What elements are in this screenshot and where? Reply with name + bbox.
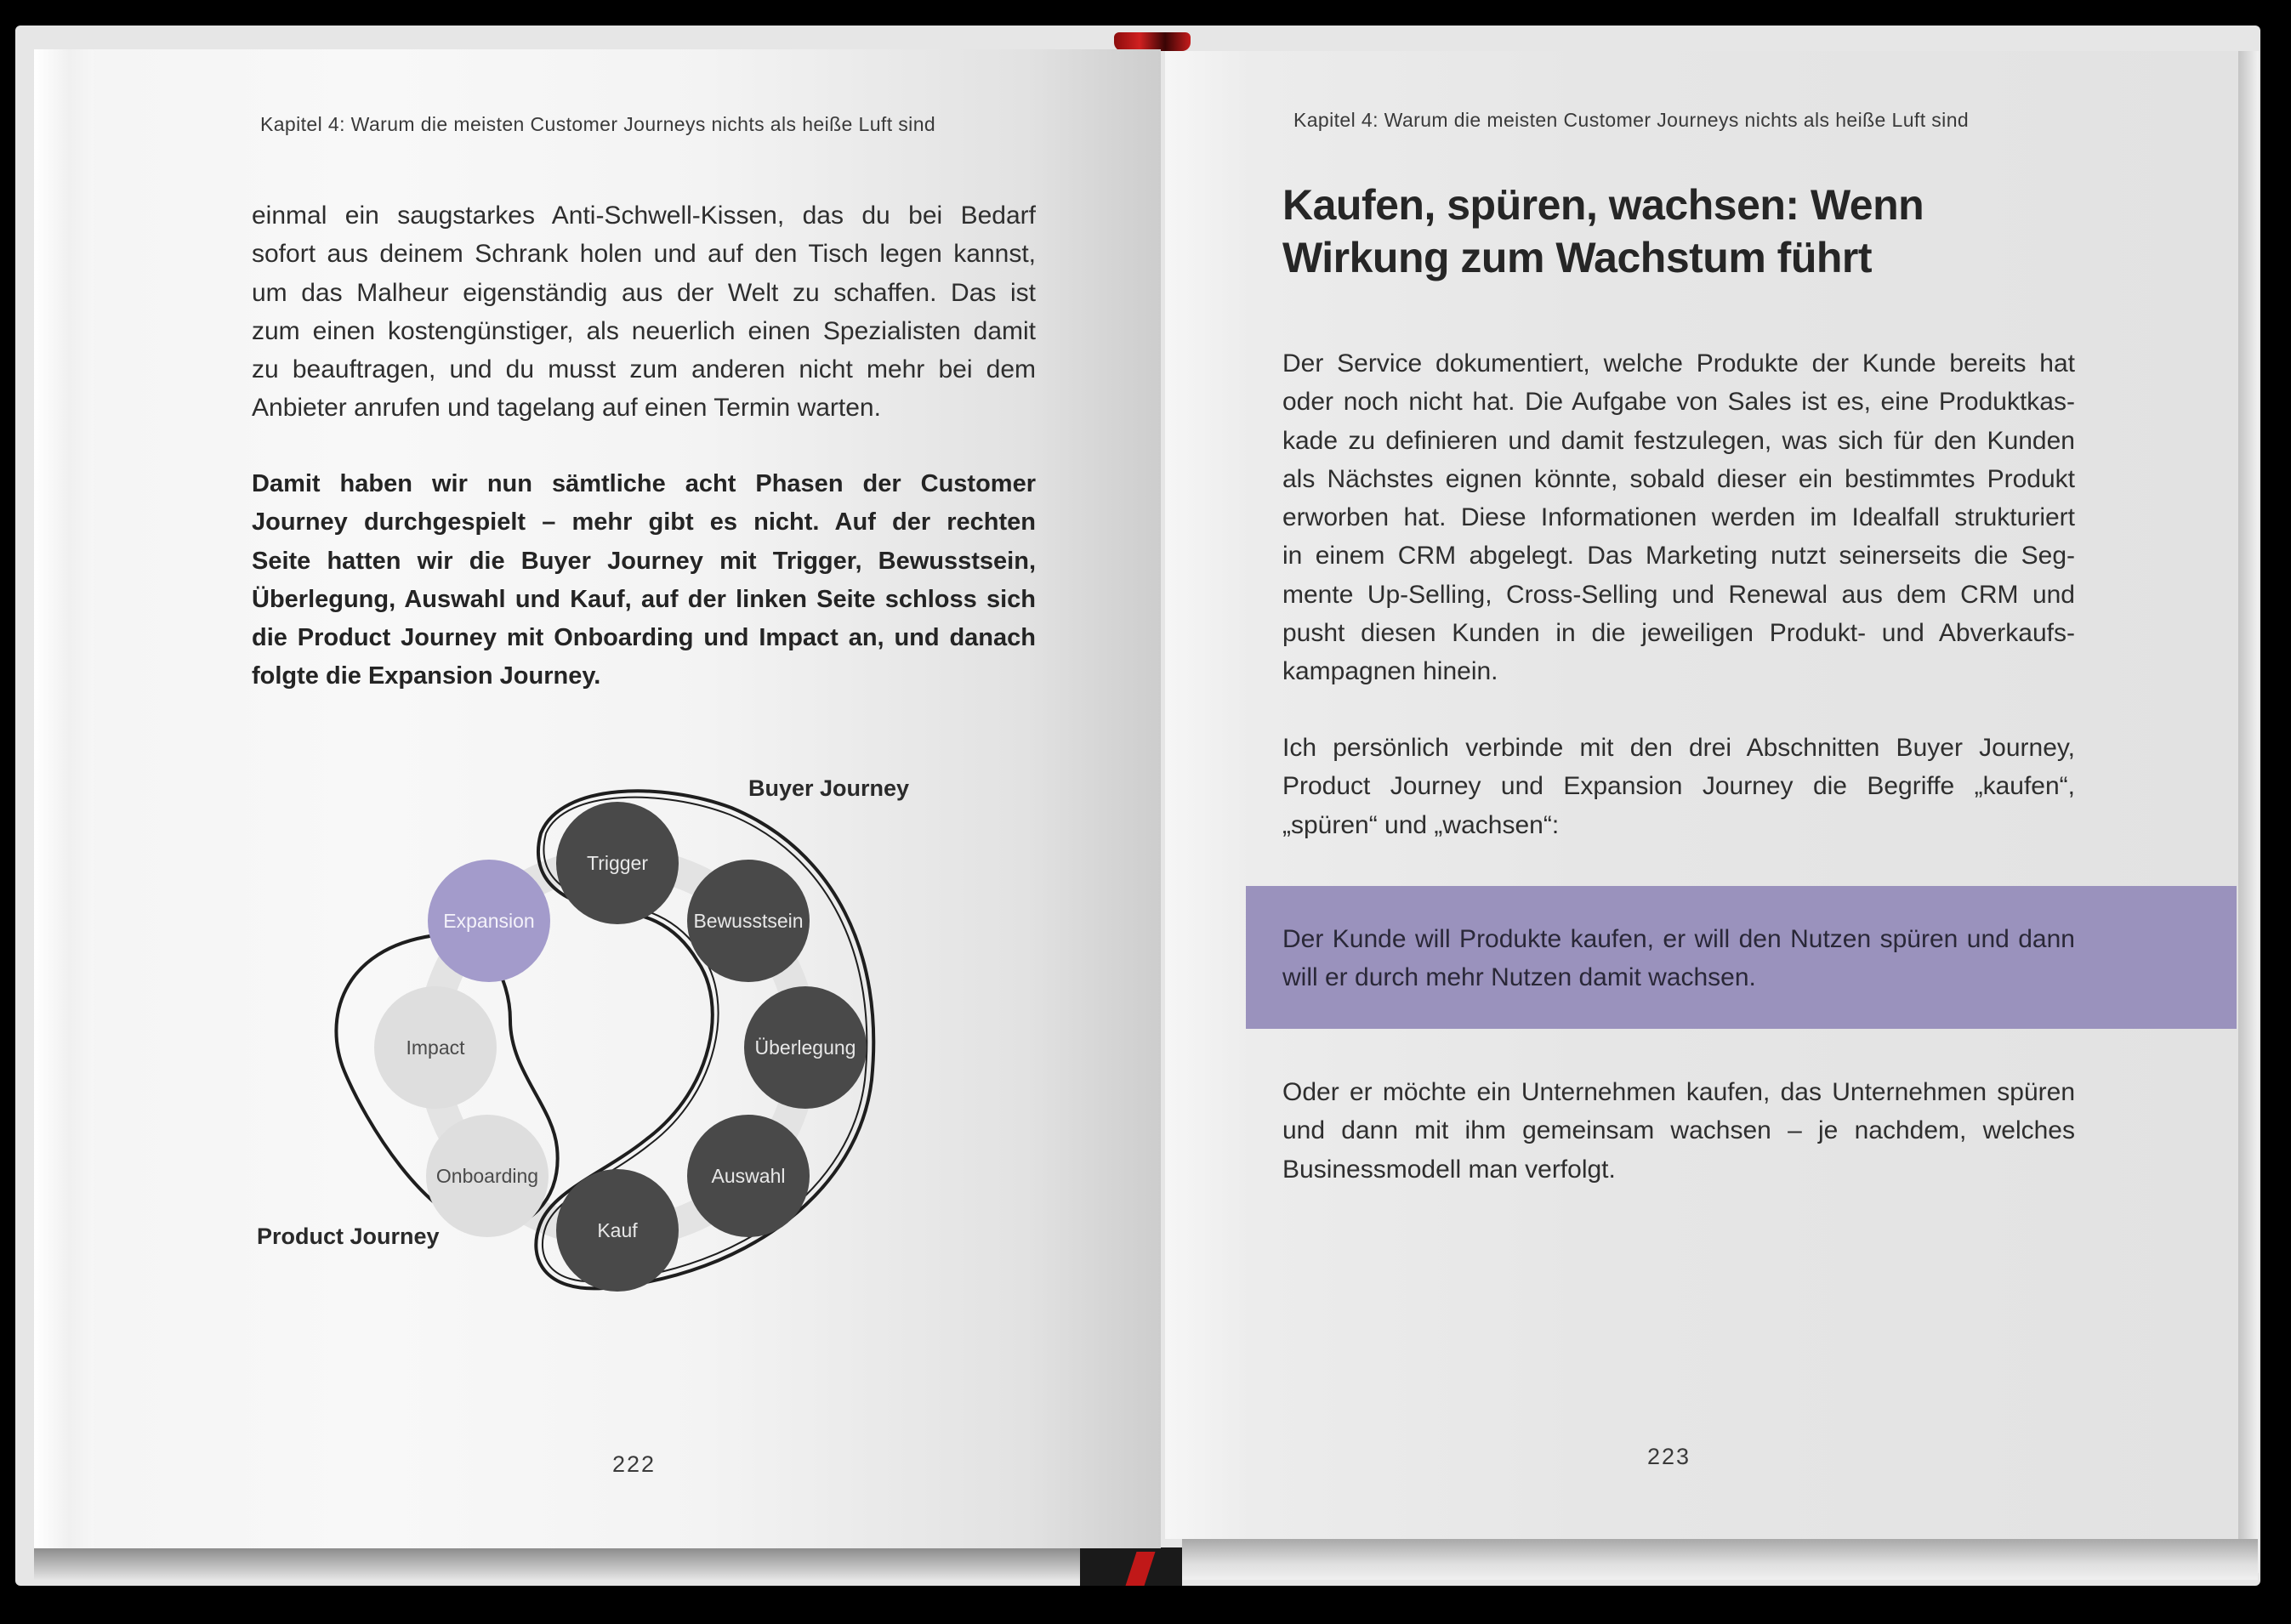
text-line: pusht diesen Kunden in die jeweiligen Produkt- und Abverkaufs- <box>1282 619 2075 648</box>
text-line: kade zu definieren und damit festzulegen, was sich für den Kunden <box>1282 426 2075 455</box>
text-line: als Nächstes eignen könnte, sobald dieser ein bestimmtes Produkt <box>1282 464 2075 493</box>
text-line: die Product Journey mit Onboarding und Impact an, und danach <box>252 624 1036 652</box>
page-block-bottom-left <box>34 1547 1089 1580</box>
svg-text:Impact: Impact <box>406 1036 465 1059</box>
section-title <box>1282 179 2048 284</box>
node-bewusstsein <box>687 860 810 982</box>
text-line: sofort aus deinem Schrank holen und auf den Tisch legen kannst, <box>252 240 1036 269</box>
right-running-head: Kapitel 4: Warum die meisten Customer Journeys nichts als heiße Luft sind <box>1293 109 1970 131</box>
svg-text:Überlegung: Überlegung <box>754 1036 856 1059</box>
customer-journey-diagram <box>238 748 918 1301</box>
title-line: Kaufen, spüren, wachsen: Wenn <box>1282 181 1924 229</box>
left-page-number: 222 <box>612 1451 657 1477</box>
node-expansion <box>428 860 550 982</box>
text-line: einmal ein saugstarkes Anti-Schwell-Kissen, das du bei Bedarf <box>252 202 1036 230</box>
text-line: Seite hatten wir die Buyer Journey mit Trigger, Bewusstsein, <box>252 547 1036 575</box>
svg-text:Kauf: Kauf <box>597 1219 638 1241</box>
text-line: kampagnen hinein. <box>1282 657 1498 686</box>
text-line: Der Service dokumentiert, welche Produkte der Kunde bereits hat <box>1282 349 2075 378</box>
right-paragraph-1 <box>1282 344 2075 691</box>
text-line: zu beauftragen, und du musst zum anderen nicht mehr bei dem <box>252 355 1036 384</box>
left-paragraph-2-bold <box>252 465 1036 696</box>
node-onboarding <box>426 1115 549 1237</box>
text-line: in einem CRM abgelegt. Das Marketing nutzt seinerseits die Seg- <box>1282 542 2075 571</box>
product-journey-label: Product Journey <box>257 1224 440 1249</box>
svg-text:Expansion: Expansion <box>443 910 535 932</box>
right-paragraph-3 <box>1282 1073 2075 1189</box>
book-cover-right-edge <box>2238 51 2259 1573</box>
text-line: Anbieter anrufen und tagelang auf einen Termin warten. <box>252 394 881 423</box>
node-impact <box>374 986 497 1109</box>
text-line: oder noch nicht hat. Die Aufgabe von Sales ist es, eine Produktkas- <box>1282 388 2075 417</box>
left-running-head: Kapitel 4: Warum die meisten Customer Journeys nichts als heiße Luft sind <box>260 113 936 135</box>
node-kauf <box>556 1169 679 1292</box>
text-line: Überlegung, Auswahl und Kauf, auf der linken Seite schloss sich <box>252 585 1036 613</box>
text-line: Journey durchgespielt – mehr gibt es nicht. Auf der rechten <box>252 508 1036 537</box>
text-line: um das Malheur eigenständig aus der Welt zu schaffen. Das ist <box>252 278 1036 307</box>
node-ueberlegung <box>744 986 867 1109</box>
text-line: mente Up-Selling, Cross-Selling und Renewal aus dem CRM und <box>1282 580 2075 609</box>
title-line: Wirkung zum Wachstum führt <box>1282 234 1873 281</box>
page-block-bottom-right <box>1182 1539 2258 1580</box>
node-trigger <box>556 802 679 924</box>
text-line: Der Kunde will Produkte kaufen, er will den Nutzen spüren und dann <box>1282 925 2075 953</box>
callout-text <box>1282 920 2075 997</box>
svg-text:Trigger: Trigger <box>587 852 648 874</box>
text-line: „spüren“ und „wachsen“: <box>1282 810 1560 839</box>
left-paragraph-1 <box>252 196 1036 428</box>
svg-text:Auswahl: Auswahl <box>711 1165 786 1187</box>
text-line: Damit haben wir nun sämtliche acht Phasen der Customer <box>252 470 1036 497</box>
svg-text:Onboarding: Onboarding <box>435 1165 539 1187</box>
text-line: Oder er möchte ein Unternehmen kaufen, das Unternehmen spüren <box>1282 1078 2075 1106</box>
right-page-number: 223 <box>1647 1444 1691 1469</box>
right-paragraph-2 <box>1282 729 2075 844</box>
text-line: folgte die Expansion Journey. <box>252 662 601 690</box>
buyer-journey-label: Buyer Journey <box>748 775 910 801</box>
bookmark-ribbon-top <box>1114 32 1191 51</box>
text-line: erworben hat. Diese Informationen werden im Idealfall strukturiert <box>1282 503 2075 532</box>
text-line: Ich persönlich verbinde mit den drei Abschnitten Buyer Journey, <box>1282 734 2075 762</box>
text-line: Product Journey und Expansion Journey die Begriffe „kaufen“, <box>1282 772 2075 801</box>
text-line: und dann mit ihm gemeinsam wachsen – je nachdem, welches <box>1282 1116 2075 1145</box>
left-page-edge <box>34 49 94 1548</box>
svg-text:Bewusstsein: Bewusstsein <box>693 910 804 932</box>
node-auswahl <box>687 1115 810 1237</box>
text-line: will er durch mehr Nutzen damit wachsen. <box>1282 963 1756 992</box>
text-line: zum einen kostengünstiger, als neuerlich einen Spezialisten damit <box>252 316 1036 345</box>
text-line: Businessmodell man verfolgt. <box>1282 1155 1616 1184</box>
